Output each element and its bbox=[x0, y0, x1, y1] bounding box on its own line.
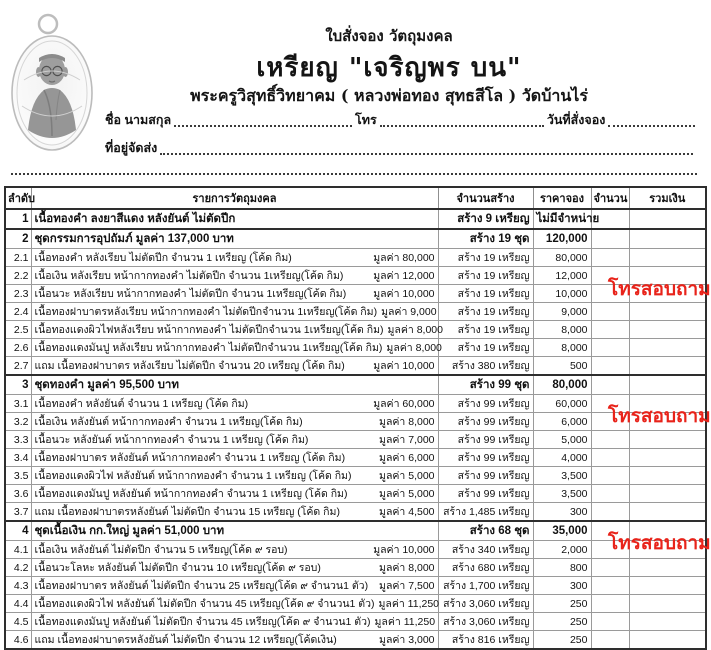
made-count-cell: สร้าง 19 เหรียญ bbox=[438, 285, 533, 303]
item-description-cell bbox=[31, 541, 438, 559]
reserve-price-cell: 6,000 bbox=[533, 413, 591, 431]
name-label: ชื่อ นามสกุล bbox=[105, 113, 172, 127]
made-count-cell: สร้าง 99 เหรียญ bbox=[438, 395, 533, 413]
item-description: เนื้อทองแดงมันปู หลังเรียบ หน้ากากทองคำ ไม่ตัดปีกจำนวน 1เหรียญ(โค้ด กิม) bbox=[34, 342, 383, 354]
item-number-cell: 2.4 bbox=[5, 303, 31, 321]
item-description: ชุดทองคำ มูลค่า 95,500 บาท bbox=[34, 379, 179, 391]
quantity-cell bbox=[591, 339, 629, 357]
table-row bbox=[5, 467, 706, 485]
item-number-cell: 4.1 bbox=[5, 541, 31, 559]
table-row bbox=[5, 357, 706, 376]
total-amount-cell bbox=[629, 613, 706, 631]
quantity-cell bbox=[591, 249, 629, 267]
item-number-cell: 2.1 bbox=[5, 249, 31, 267]
column-header: จำนวนสร้าง bbox=[438, 187, 533, 209]
quantity-cell bbox=[591, 375, 629, 395]
monk-temple-subtitle: พระครูวิสุทธิ์วิทยาคม ( หลวงพ่อทอง สุทธสีโล ) วัดบ้านไร่ bbox=[190, 86, 588, 105]
made-count-cell: สร้าง 99 เหรียญ bbox=[438, 431, 533, 449]
item-description-cell bbox=[31, 209, 438, 229]
quantity-cell bbox=[591, 321, 629, 339]
made-count-cell: สร้าง 19 เหรียญ bbox=[438, 303, 533, 321]
table-row bbox=[5, 521, 706, 541]
order-date-label: วันที่สั่งจอง bbox=[546, 113, 606, 127]
item-value: มูลค่า 8,000 bbox=[379, 562, 435, 574]
made-count-cell: สร้าง 19 เหรียญ bbox=[438, 321, 533, 339]
item-description-cell bbox=[31, 485, 438, 503]
table-row bbox=[5, 503, 706, 522]
item-value: มูลค่า 8,000 bbox=[387, 324, 443, 336]
item-value: มูลค่า 8,000 bbox=[386, 342, 442, 354]
total-amount-cell bbox=[629, 431, 706, 449]
reserve-price-cell: 10,000 bbox=[533, 285, 591, 303]
total-amount-cell bbox=[629, 339, 706, 357]
item-description: เนื้อทองฝาบาตร หลังยันต์ ไม่ตัดปีก จำนวน 25 เหรียญ(โค้ด ๙ จำนวน1 ตัว) bbox=[34, 580, 369, 592]
made-count-cell: สร้าง 9 เหรียญ bbox=[438, 209, 533, 229]
item-value: มูลค่า 10,000 bbox=[373, 360, 435, 372]
coin-name-title: เหรียญ "เจริญพร บน" bbox=[256, 53, 522, 83]
order-table bbox=[4, 186, 711, 650]
address-label: ที่อยู่จัดส่ง bbox=[105, 141, 158, 155]
table-row bbox=[5, 285, 706, 303]
reserve-price-cell: 12,000 bbox=[533, 267, 591, 285]
quantity-cell bbox=[591, 431, 629, 449]
item-value: มูลค่า 11,250 bbox=[378, 598, 440, 610]
item-description-cell bbox=[31, 375, 438, 395]
item-description: เนื้อทองคำ หลังเรียบ ไม่ตัดปีก จำนวน 1 เหรียญ (โค้ด กิม) bbox=[34, 252, 292, 264]
reserve-price-cell: 300 bbox=[533, 577, 591, 595]
item-description-cell bbox=[31, 559, 438, 577]
name-phone-date-line bbox=[105, 112, 698, 130]
phone-fill-line bbox=[380, 125, 544, 127]
total-amount-cell bbox=[629, 375, 706, 395]
form-title: ใบสั่งจอง วัตถุมงคล bbox=[325, 27, 453, 45]
quantity-cell bbox=[591, 303, 629, 321]
reserve-price-cell: 60,000 bbox=[533, 395, 591, 413]
item-description: เนื้อทองแดงมันปู หลังยันต์ ไม่ตัดปีก จำนวน 45 เหรียญ(โค้ด ๙ จำนวน1 ตัว) bbox=[34, 616, 371, 628]
item-description-cell bbox=[31, 431, 438, 449]
address-line bbox=[105, 140, 696, 158]
total-amount-cell bbox=[629, 595, 706, 613]
made-count-cell: สร้าง 3,060 เหรียญ bbox=[438, 613, 533, 631]
item-description-cell bbox=[31, 285, 438, 303]
table-row bbox=[5, 613, 706, 631]
item-value: มูลค่า 10,000 bbox=[373, 288, 435, 300]
reserve-price-cell: 800 bbox=[533, 559, 591, 577]
reserve-price-cell: 3,500 bbox=[533, 485, 591, 503]
item-number-cell: 2.2 bbox=[5, 267, 31, 285]
table-row bbox=[5, 267, 706, 285]
made-count-cell: สร้าง 68 ชุด bbox=[438, 521, 533, 541]
quantity-cell bbox=[591, 631, 629, 650]
table-row bbox=[5, 249, 706, 267]
item-description: เนื้อทองคำ ลงยาสีแดง หลังยันต์ ไม่ตัดปีก bbox=[34, 213, 236, 225]
item-description: เนื้อทองแดงผิวไฟ หลังยันต์ ไม่ตัดปีก จำนวน 45 เหรียญ(โค้ด ๙ จำนวน1 ตัว) bbox=[34, 598, 375, 610]
made-count-cell: สร้าง 19 ชุด bbox=[438, 229, 533, 249]
made-count-cell: สร้าง 816 เหรียญ bbox=[438, 631, 533, 650]
made-count-cell: สร้าง 680 เหรียญ bbox=[438, 559, 533, 577]
total-amount-cell bbox=[629, 209, 706, 229]
reserve-price-cell: ไม่มีจำหน่าย bbox=[533, 209, 591, 229]
item-description-cell bbox=[31, 267, 438, 285]
made-count-cell: สร้าง 99 เหรียญ bbox=[438, 449, 533, 467]
table-header-row bbox=[5, 187, 706, 209]
item-number-cell: 4.6 bbox=[5, 631, 31, 650]
quantity-cell bbox=[591, 467, 629, 485]
made-count-cell: สร้าง 99 เหรียญ bbox=[438, 467, 533, 485]
item-number-cell: 3.6 bbox=[5, 485, 31, 503]
order-table-wrap bbox=[4, 186, 711, 650]
made-count-cell: สร้าง 99 ชุด bbox=[438, 375, 533, 395]
item-description-cell bbox=[31, 321, 443, 339]
table-row bbox=[5, 577, 706, 595]
made-count-cell: สร้าง 19 เหรียญ bbox=[438, 267, 533, 285]
item-description: เนื้อทองแดงผิวไฟหลังเรียบ หน้ากากทองคำ ไม่ตัดปีกจำนวน 1เหรียญ(โค้ด กิม) bbox=[34, 324, 384, 336]
reserve-price-cell: 250 bbox=[533, 631, 591, 650]
table-row bbox=[5, 209, 706, 229]
name-fill-line bbox=[174, 125, 352, 127]
quantity-cell bbox=[591, 357, 629, 376]
item-value: มูลค่า 5,000 bbox=[379, 488, 435, 500]
table-row bbox=[5, 413, 706, 431]
item-number-cell: 4 bbox=[5, 521, 31, 541]
quantity-cell bbox=[591, 229, 629, 249]
item-value: มูลค่า 9,000 bbox=[381, 306, 437, 318]
item-description: เนื้อเงิน หลังเรียบ หน้ากากทองคำ ไม่ตัดปีก จำนวน 1เหรียญ(โค้ด กิม) bbox=[34, 270, 344, 282]
quantity-cell bbox=[591, 577, 629, 595]
quantity-cell bbox=[591, 503, 629, 522]
reserve-price-cell: 2,000 bbox=[533, 541, 591, 559]
item-number-cell: 4.2 bbox=[5, 559, 31, 577]
column-header: รวมเงิน bbox=[629, 187, 706, 209]
quantity-cell bbox=[591, 559, 629, 577]
item-description-cell bbox=[31, 449, 438, 467]
reserve-price-cell: 4,000 bbox=[533, 449, 591, 467]
reserve-price-cell: 9,000 bbox=[533, 303, 591, 321]
item-number-cell: 4.4 bbox=[5, 595, 31, 613]
quantity-cell bbox=[591, 485, 629, 503]
made-count-cell: สร้าง 1,485 เหรียญ bbox=[438, 503, 533, 522]
item-description: เนื้อทองฝาบาตร หลังยันต์ หน้ากากทองคำ จำนวน 1 เหรียญ (โค้ด กิม) bbox=[34, 452, 346, 464]
total-amount-cell bbox=[629, 321, 706, 339]
item-description-cell bbox=[31, 613, 438, 631]
item-value: มูลค่า 7,500 bbox=[379, 580, 435, 592]
item-value: มูลค่า 11,250 bbox=[374, 616, 436, 628]
total-amount-cell bbox=[629, 249, 706, 267]
item-value: มูลค่า 60,000 bbox=[373, 398, 435, 410]
made-count-cell: สร้าง 3,060 เหรียญ bbox=[438, 595, 533, 613]
item-number-cell: 3.5 bbox=[5, 467, 31, 485]
item-description: เนื้อนวะโลหะ หลังยันต์ ไม่ตัดปีก จำนวน 10 เหรียญ(โค้ด ๙ รอบ) bbox=[34, 562, 321, 574]
item-description: เนื้อเงิน หลังยันต์ หน้ากากทองคำ จำนวน 1 เหรียญ(โค้ด กิม) bbox=[34, 416, 303, 428]
quantity-cell bbox=[591, 595, 629, 613]
item-number-cell: 3.3 bbox=[5, 431, 31, 449]
reserve-price-cell: 5,000 bbox=[533, 431, 591, 449]
address-fill-line bbox=[160, 153, 693, 155]
item-description: แถม เนื้อทองฝาบาตร หลังเรียบ ไม่ตัดปีก จำนวน 20 เหรียญ (โค้ด กิม) bbox=[34, 360, 345, 372]
call-to-inquire-note: โทรสอบถาม bbox=[608, 533, 711, 554]
column-header: ลำดับ bbox=[5, 187, 31, 209]
item-number-cell: 2.6 bbox=[5, 339, 31, 357]
total-amount-cell bbox=[629, 467, 706, 485]
reserve-price-cell: 250 bbox=[533, 595, 591, 613]
total-amount-cell bbox=[629, 357, 706, 376]
item-description-cell bbox=[31, 303, 438, 321]
item-description: เนื้อทองคำ หลังยันต์ จำนวน 1 เหรียญ (โค้ด กิม) bbox=[34, 398, 249, 410]
column-header: ราคาจอง bbox=[533, 187, 591, 209]
table-row bbox=[5, 631, 706, 650]
total-amount-cell bbox=[629, 229, 706, 249]
item-value: มูลค่า 12,000 bbox=[373, 270, 435, 282]
order-date-fill-line bbox=[608, 125, 695, 127]
item-number-cell: 2.7 bbox=[5, 357, 31, 376]
table-row bbox=[5, 321, 706, 339]
made-count-cell: สร้าง 340 เหรียญ bbox=[438, 541, 533, 559]
made-count-cell: สร้าง 99 เหรียญ bbox=[438, 413, 533, 431]
quantity-cell bbox=[591, 449, 629, 467]
table-row bbox=[5, 559, 706, 577]
made-count-cell: สร้าง 1,700 เหรียญ bbox=[438, 577, 533, 595]
total-amount-cell bbox=[629, 631, 706, 650]
reserve-price-cell: 300 bbox=[533, 503, 591, 522]
reserve-price-cell: 500 bbox=[533, 357, 591, 376]
total-amount-cell bbox=[629, 485, 706, 503]
item-number-cell: 1 bbox=[5, 209, 31, 229]
reserve-price-cell: 8,000 bbox=[533, 321, 591, 339]
item-description: เนื้อนวะ หลังยันต์ หน้ากากทองคำ จำนวน 1 เหรียญ (โค้ด กิม) bbox=[34, 434, 309, 446]
table-row bbox=[5, 431, 706, 449]
item-value: มูลค่า 10,000 bbox=[373, 544, 435, 556]
item-number-cell: 4.3 bbox=[5, 577, 31, 595]
made-count-cell: สร้าง 19 เหรียญ bbox=[438, 339, 533, 357]
item-value: มูลค่า 6,000 bbox=[379, 452, 435, 464]
item-description-cell bbox=[31, 249, 438, 267]
item-number-cell: 3 bbox=[5, 375, 31, 395]
item-description: เนื้อนวะ หลังเรียบ หน้ากากทองคำ ไม่ตัดปีก จำนวน 1เหรียญ(โค้ด กิม) bbox=[34, 288, 347, 300]
item-description-cell bbox=[31, 521, 438, 541]
item-description: เนื้อทองแดงมันปู หลังยันต์ หน้ากากทองคำ จำนวน 1 เหรียญ (โค้ด กิม) bbox=[34, 488, 348, 500]
total-amount-cell bbox=[629, 577, 706, 595]
column-header: จำนวน bbox=[591, 187, 629, 209]
total-amount-cell bbox=[629, 503, 706, 522]
item-description-cell bbox=[31, 595, 438, 613]
medal-ring bbox=[39, 15, 57, 33]
item-description-cell bbox=[31, 413, 438, 431]
table-row bbox=[5, 595, 706, 613]
item-number-cell: 3.4 bbox=[5, 449, 31, 467]
total-amount-cell bbox=[629, 303, 706, 321]
table-row bbox=[5, 485, 706, 503]
item-description-cell bbox=[31, 467, 438, 485]
item-description-cell bbox=[31, 339, 442, 357]
reserve-price-cell: 35,000 bbox=[533, 521, 591, 541]
amulet-medal-image bbox=[8, 10, 104, 156]
address-line-2 bbox=[8, 164, 700, 178]
made-count-cell: สร้าง 19 เหรียญ bbox=[438, 249, 533, 267]
item-description: ชุดเนื้อเงิน กก.ใหญ่ มูลค่า 51,000 บาท bbox=[34, 525, 225, 537]
item-number-cell: 2 bbox=[5, 229, 31, 249]
reserve-price-cell: 3,500 bbox=[533, 467, 591, 485]
item-number-cell: 2.5 bbox=[5, 321, 31, 339]
quantity-cell bbox=[591, 613, 629, 631]
item-number-cell: 3.7 bbox=[5, 503, 31, 522]
table-row bbox=[5, 375, 706, 395]
item-number-cell: 2.3 bbox=[5, 285, 31, 303]
reserve-price-cell: 120,000 bbox=[533, 229, 591, 249]
made-count-cell: สร้าง 99 เหรียญ bbox=[438, 485, 533, 503]
total-amount-cell bbox=[629, 559, 706, 577]
reserve-price-cell: 80,000 bbox=[533, 249, 591, 267]
made-count-cell: สร้าง 380 เหรียญ bbox=[438, 357, 533, 376]
reserve-price-cell: 250 bbox=[533, 613, 591, 631]
item-value: มูลค่า 80,000 bbox=[373, 252, 435, 264]
table-row bbox=[5, 449, 706, 467]
table-row bbox=[5, 541, 706, 559]
call-to-inquire-note: โทรสอบถาม bbox=[608, 279, 711, 300]
reserve-price-cell: 8,000 bbox=[533, 339, 591, 357]
item-description-cell bbox=[31, 229, 438, 249]
table-row bbox=[5, 339, 706, 357]
item-description: แถม เนื้อทองฝาบาตรหลังยันต์ ไม่ตัดปีก จำนวน 12 เหรียญ(โค้ดเงิน) bbox=[34, 634, 337, 646]
item-description-cell bbox=[31, 503, 438, 522]
item-description-cell bbox=[31, 577, 438, 595]
item-number-cell: 3.1 bbox=[5, 395, 31, 413]
reserve-price-cell: 80,000 bbox=[533, 375, 591, 395]
item-description: เนื้อทองแดงผิวไฟ หลังยันต์ หน้ากากทองคำ จำนวน 1 เหรียญ (โค้ด กิม) bbox=[34, 470, 352, 482]
item-description: เนื้อเงิน หลังยันต์ ไม่ตัดปีก จำนวน 5 เหรียญ(โค้ด ๙ รอบ) bbox=[34, 544, 288, 556]
item-value: มูลค่า 3,000 bbox=[379, 634, 435, 646]
item-number-cell: 3.2 bbox=[5, 413, 31, 431]
item-description: แถม เนื้อทองฝาบาตรหลังยันต์ ไม่ตัดปีก จำนวน 15 เหรียญ (โค้ด กิม) bbox=[34, 506, 340, 518]
table-row bbox=[5, 229, 706, 249]
item-value: มูลค่า 5,000 bbox=[379, 470, 435, 482]
item-description: ชุดกรรมการอุปถัมภ์ มูลค่า 137,000 บาท bbox=[34, 233, 234, 245]
total-amount-cell bbox=[629, 449, 706, 467]
item-description-cell bbox=[31, 395, 438, 413]
call-to-inquire-note: โทรสอบถาม bbox=[608, 406, 711, 427]
item-description-cell bbox=[31, 357, 438, 376]
phone-label: โทร bbox=[355, 113, 377, 127]
item-description: เนื้อทองฝาบาตรหลังเรียบ หน้ากากทองคำ ไม่ตัดปีกจำนวน 1เหรียญ(โค้ด กิม) bbox=[34, 306, 378, 318]
item-number-cell: 4.5 bbox=[5, 613, 31, 631]
column-header: รายการวัตถุมงคล bbox=[31, 187, 438, 209]
table-row bbox=[5, 303, 706, 321]
item-description-cell bbox=[31, 631, 438, 650]
address-fill-line-2 bbox=[11, 173, 697, 175]
item-value: มูลค่า 8,000 bbox=[379, 416, 435, 428]
table-row bbox=[5, 395, 706, 413]
item-value: มูลค่า 7,000 bbox=[379, 434, 435, 446]
item-value: มูลค่า 4,500 bbox=[379, 506, 435, 518]
